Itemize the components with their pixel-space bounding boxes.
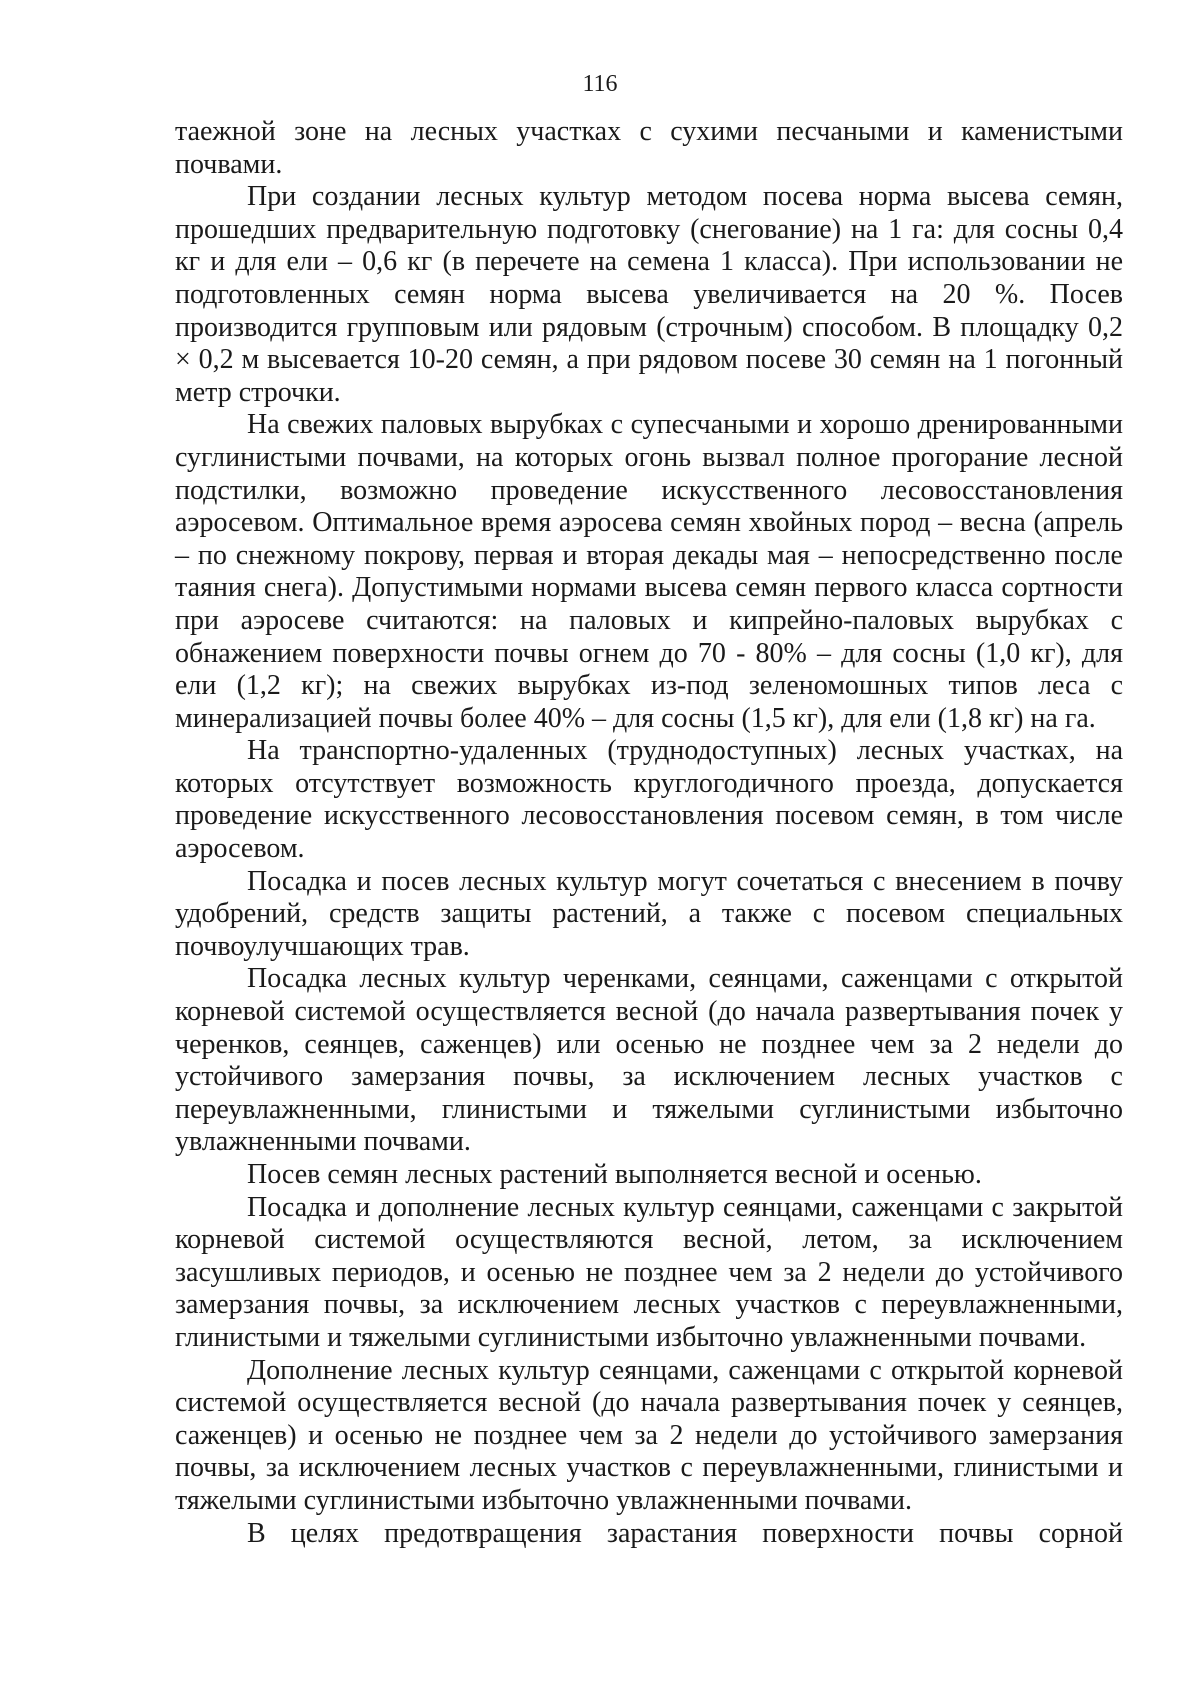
document-body <box>175 116 1123 1550</box>
paragraph: Посадка и дополнение лесных культур сеянцами, саженцами с закрытой корневой системой осуществляются весной, летом, за исключением засушливых периодов, и осенью не позднее чем за 2 недели до устойчивого замерзания почвы, за исключением лесных участков с переувлажненными, глинистыми и тяжелыми суглинистыми избыточно увлажненными почвами. <box>175 1191 1123 1353</box>
paragraph: На транспортно-удаленных (труднодоступных) лесных участках, на которых отсутствует возможность круглогодичного проезда, допускается проведение искусственного лесовосстановления посевом семян, в том числе аэросевом. <box>175 735 1123 865</box>
paragraph: Посев семян лесных растений выполняется весной и осенью. <box>247 1159 982 1190</box>
paragraph: Посадка лесных культур черенками, сеянцами, саженцами с открытой корневой системой осуществляется весной (до начала развертывания почек у черенков, сеянцев, саженцев) или осенью не позднее чем за 2 недели до устойчивого замерзания почвы, за исключением лесных участков с переувлажненными, глинистыми и тяжелыми суглинистыми избыточно увлажненными почвами. <box>175 963 1123 1158</box>
paragraph: Посадка и посев лесных культур могут сочетаться с внесением в почву удобрений, средств защиты растений, а также с посевом специальных почвоулучшающих трав. <box>175 865 1123 962</box>
paragraph: В целях предотвращения зарастания поверхности почвы сорной <box>247 1517 1123 1549</box>
paragraph: При создании лесных культур методом посева норма высева семян, прошедших предварительную подготовку (снегование) на 1 га: для сосны 0,4 кг и для ели – 0,6 кг (в перечете на семена 1 класса). При использовании не подготовленных семян норма высева увеличивается на 20 %. Посев производится групповым или рядовым (строчным) способом. В площадку 0,2 × 0,2 м высевается 10-20 семян, а при рядовом посеве 30 семян на 1 погонный метр строчки. <box>175 181 1123 408</box>
page-number: 116 <box>582 71 618 97</box>
paragraph: Дополнение лесных культур сеянцами, саженцами с открытой корневой системой осуществляется весной (до начала развертывания почек у сеянцев, саженцев) и осенью не позднее чем за 2 недели до устойчивого замерзания почвы, за исключением лесных участков с переувлажненными, глинистыми и тяжелыми суглинистыми избыточно увлажненными почвами. <box>175 1354 1123 1516</box>
paragraph: На свежих паловых вырубках с супесчаными и хорошо дренированными суглинистыми почвами, на которых огонь вызвал полное прогорание лесной подстилки, возможно проведение искусственного лесовосстановления аэросевом. Оптимальное время аэросева семян хвойных пород – весна (апрель – по снежному покрову, первая и вторая декады мая – непосредственно после таяния снега). Допустимыми нормами высева семян первого класса сортности при аэросеве считаются: на паловых и кипрейно-паловых вырубках с обнажением поверхности почвы огнем до 70 - 80% – для сосны (1,0 кг), для ели (1,2 кг); на свежих вырубках из-под зеленомошных типов леса с минерализацией почвы более 40% – для сосны (1,5 кг), для ели (1,8 кг) на га. <box>175 409 1123 734</box>
paragraph: таежной зоне на лесных участках с сухими песчаными и каменистыми почвами. <box>175 116 1123 180</box>
